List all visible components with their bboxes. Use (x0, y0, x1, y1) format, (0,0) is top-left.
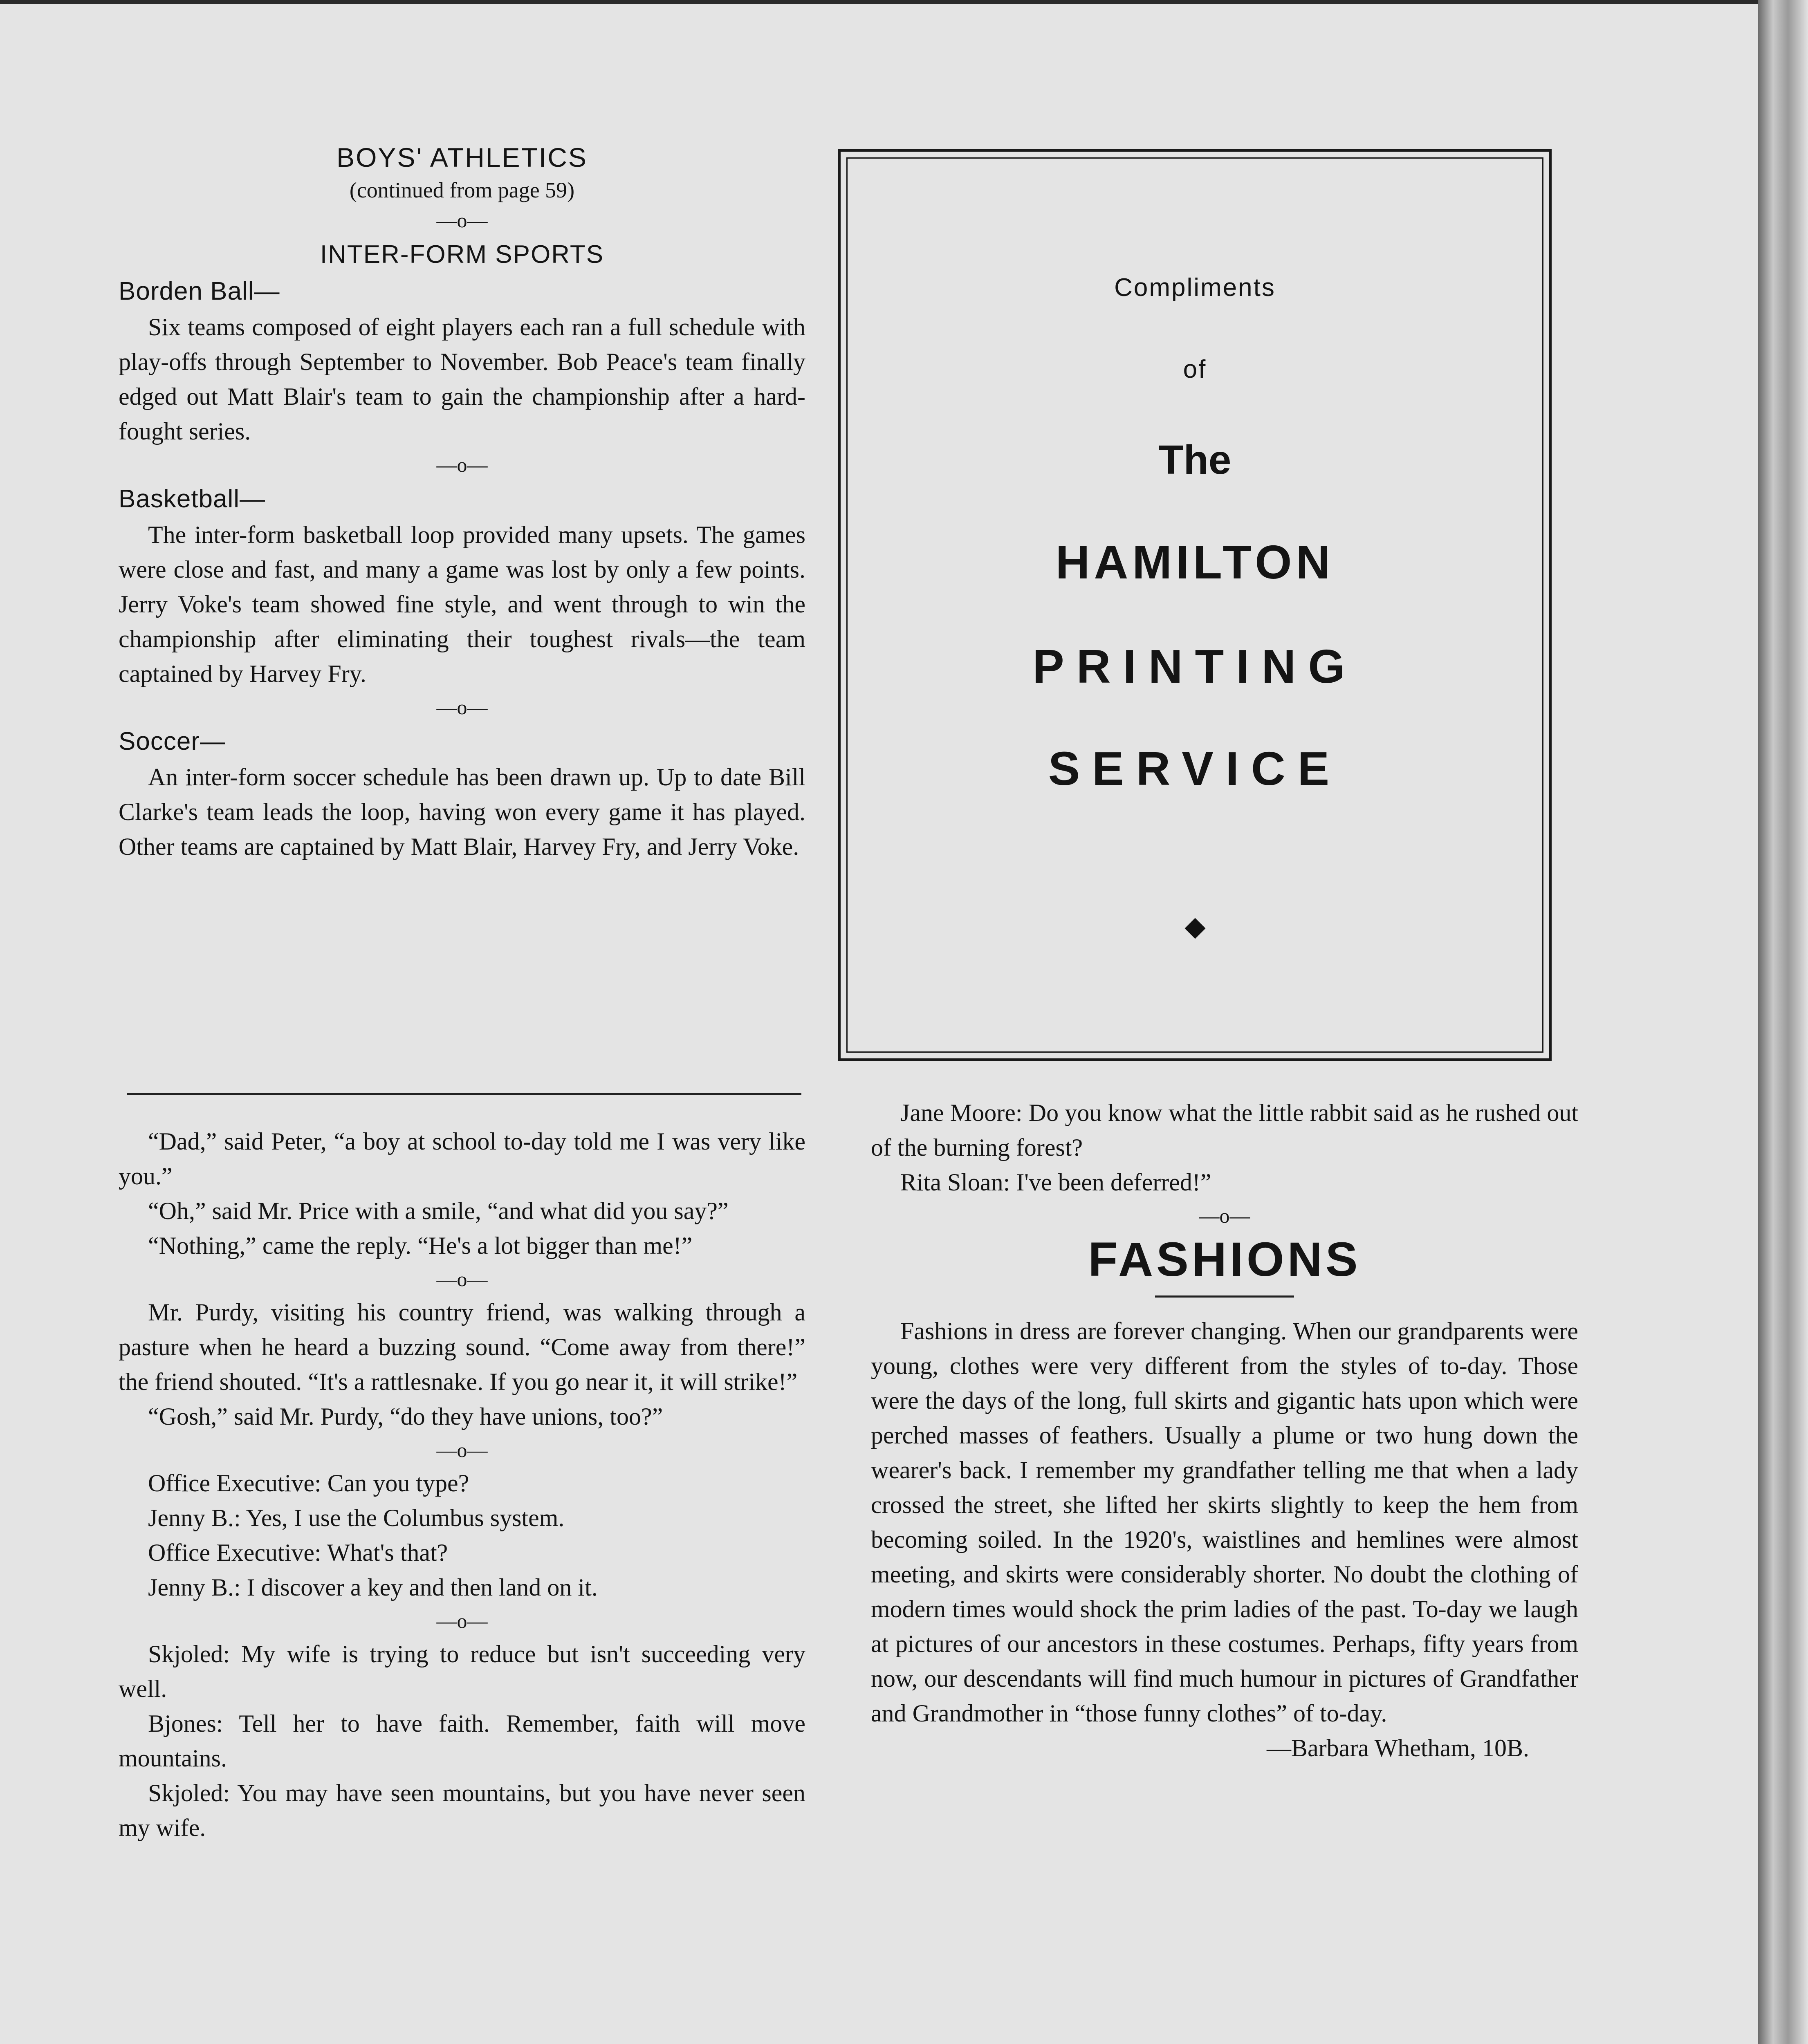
section-body-borden-ball: Six teams composed of eight players each ran a full schedule with play-offs through September to November. Bob Peace's team finally edged out Matt Blair's team to gain the championship after a hard-fought series. (119, 314, 805, 445)
ad-service: SERVICE (1048, 742, 1342, 795)
ad-the: The (1158, 437, 1232, 483)
section-heading-borden-ball: Borden Ball— (119, 277, 280, 305)
ad-printing: PRINTING (1032, 640, 1357, 693)
section-heading-basketball: Basketball— (119, 485, 266, 513)
fashions-signature: —Barbara Whetham, 10B. (1266, 1735, 1529, 1762)
section-body-basketball: The inter-form basketball loop provided many upsets. The games were close and fast, and many a game was lost by only a few points. Jerry Voke's team showed fine style, and went through to win the championship after eliminating their toughest rivals—the team captained by Harvey Fry. (119, 521, 805, 687)
ad-of: of (1183, 355, 1207, 383)
separator: —o— (436, 1268, 488, 1291)
fashions-title: FASHIONS (1088, 1233, 1361, 1286)
separator: —o— (1199, 1204, 1250, 1227)
athletics-article (119, 139, 805, 864)
separator: —o— (436, 1439, 488, 1461)
joke-line: “Oh,” said Mr. Price with a smile, “and what did you say?” (148, 1197, 729, 1224)
section-heading-soccer: Soccer— (119, 727, 226, 755)
page-top-edge (0, 0, 1758, 4)
joke-line: Jenny B.: Yes, I use the Columbus system. (148, 1504, 565, 1531)
separator: —o— (436, 209, 488, 232)
joke-line: Skjoled: My wife is trying to reduce but isn't succeeding very well. (119, 1641, 805, 1702)
joke-line: Bjones: Tell her to have faith. Remember, faith will move mountains. (119, 1710, 805, 1772)
joke-line: Office Executive: Can you type? (148, 1470, 469, 1497)
section-body-soccer: An inter-form soccer schedule has been drawn up. Up to date Bill Clarke's team leads the loop, having won every game it has played. Other teams are captained by Matt Blair, Harvey Fry, and Jerry Voke. (119, 764, 805, 860)
joke-line: Mr. Purdy, visiting his country friend, was walking through a pasture when he heard a buzzing sound. “Come away from there!” the friend shouted. “It's a rattlesnake. If you go near it, it will strike!” (119, 1299, 805, 1395)
fashions-body: Fashions in dress are forever changing. When our grandparents were young, clothes were very different from the styles of to-day. Those were the days of the long, full skirts and gigantic hats upon which were perched masses of feathers. Usually a plume or two hung down the wearer's back. I remember my grandfather telling me that when a lady crossed the street, she lifted her skirts slightly to keep the hem from becoming soiled. In the 1920's, waistlines and hemlines were almost meeting, and skirts were considerably shorter. No doubt the clothing of modern times would shock the prim ladies of the past. To-day we laugh at pictures of our ancestors in these costumes. Perhaps, fifty years from now, our descendants will find much humour in pictures of Grandfather and Grandmother in “those funny clothes” of to-day. (871, 1318, 1578, 1727)
joke-line: “Nothing,” came the reply. “He's a lot bigger than me!” (148, 1232, 693, 1259)
page-binding-edge (1758, 0, 1808, 2044)
inter-form-sports-heading: INTER-FORM SPORTS (320, 240, 604, 269)
ad-compliments: Compliments (1114, 273, 1276, 302)
advertisement-inner-border (846, 157, 1543, 1053)
continued-note: (continued from page 59) (349, 178, 575, 202)
separator: —o— (436, 453, 488, 476)
separator: —o— (436, 696, 488, 719)
column-divider-rule (127, 1093, 801, 1095)
joke-line: Office Executive: What's that? (148, 1539, 448, 1566)
diamond-ornament-icon (1184, 918, 1205, 939)
separator: —o— (436, 1609, 488, 1632)
right-lower-column (871, 1096, 1578, 1766)
joke-line: “Gosh,” said Mr. Purdy, “do they have unions, too?” (148, 1403, 663, 1430)
joke-line: Rita Sloan: I've been deferred!” (900, 1169, 1211, 1196)
joke-line: Skjoled: You may have seen mountains, but you have never seen my wife. (119, 1780, 805, 1841)
advertisement-box (838, 149, 1552, 1061)
joke-line: Jane Moore: Do you know what the little rabbit said as he rushed out of the burning forest? (871, 1099, 1578, 1161)
joke-line: Jenny B.: I discover a key and then land on it. (148, 1574, 598, 1601)
title-underline (1155, 1295, 1294, 1298)
ad-hamilton: HAMILTON (1055, 536, 1335, 589)
athletics-title: BOYS' ATHLETICS (336, 142, 588, 173)
joke-line: “Dad,” said Peter, “a boy at school to-day told me I was very like you.” (119, 1128, 805, 1190)
jokes-left-column (119, 1124, 805, 1845)
